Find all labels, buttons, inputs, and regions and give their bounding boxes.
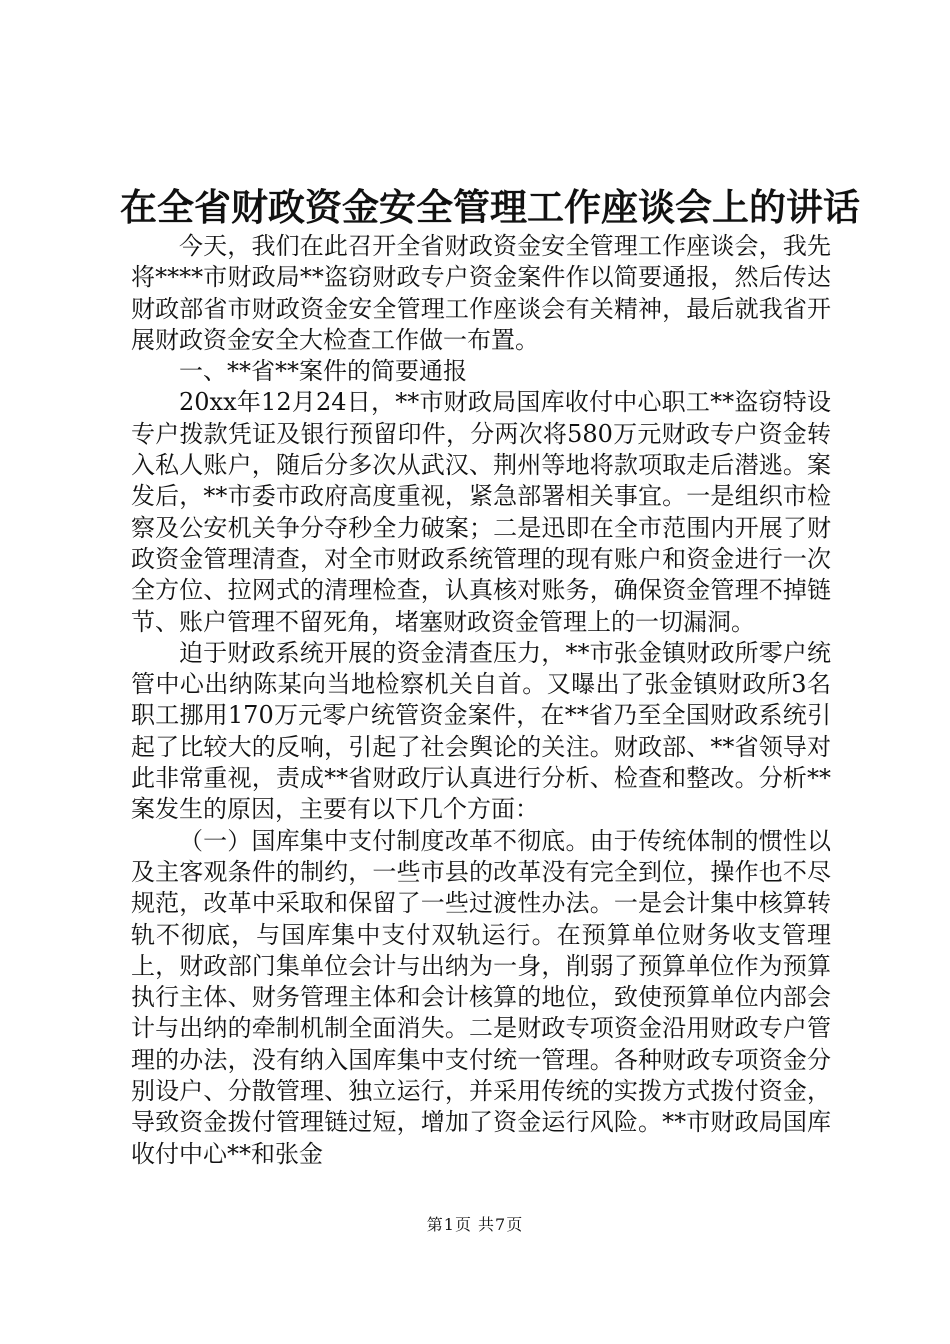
section-heading: 一、**省**案件的简要通报 <box>179 357 467 386</box>
document-body <box>131 231 831 1170</box>
document-title: 在全省财政资金安全管理工作座谈会上的讲话 <box>120 186 860 229</box>
paragraph-intro: 今天，我们在此召开全省财政资金安全管理工作座谈会，我先将****市财政局**盗窃财政专户资金案件作以简要通报，然后传达财政部省市财政资金安全管理工作座谈会有关精神，最后就我省开展财政资金安全大检查工作做一布置。 <box>131 232 831 354</box>
paragraph-cause-one: （一）国库集中支付制度改革不彻底。由于传统体制的惯性以及主客观条件的制约，一些市县的改革没有完全到位，操作也不尽规范，改革中采取和保留了一些过渡性办法。一是会计集中核算转轨不彻底，与国库集中支付双轨运行。在预算单位财务收支管理上，财政部门集单位会计与出纳为一身，削弱了预算单位作为预算执行主体、财务管理主体和会计核算的地位，致使预算单位内部会计与出纳的牵制机制全面消失。二是财政专项资金沿用财政专户管理的办法，没有纳入国库集中支付统一管理。各种财政专项资金分别设户、分散管理、独立运行，并采用传统的实拨方式拨付资金，导致资金拨付管理链过短，增加了资金运行风险。**市财政局国库收付中心**和张金 <box>131 826 831 1168</box>
paragraph-case-followup: 迫于财政系统开展的资金清查压力，**市张金镇财政所零户统管中心出纳陈某向当地检察机关自首。又曝出了张金镇财政所3名职工挪用170万元零户统管资金案件，在**省乃至全国财政系统引起了比较大的反响，引起了社会舆论的关注。财政部、**省领导对此非常重视，责成**省财政厅认真进行分析、检查和整改。分析**案发生的原因，主要有以下几个方面： <box>131 638 831 824</box>
page-footer: 第1页 共7页 <box>426 1215 524 1234</box>
paragraph-case-summary: 20xx年12月24日，**市财政局国库收付中心职工**盗窃特设专户拨款凭证及银行预留印件，分两次将580万元财政专户资金转入私人账户，随后分多次从武汉、荆州等地将款项取走后潜逃。案发后，**市委市政府高度重视，紧急部署相关事宜。一是组织市检察及公安机关争分夺秒全力破案；二是迅即在全市范围内开展了财政资金管理清查，对全市财政系统管理的现有账户和资金进行一次全方位、拉网式的清理检查，认真核对账务，确保资金管理不掉链节、账户管理不留死角，堵塞财政资金管理上的一切漏洞。 <box>131 388 831 636</box>
